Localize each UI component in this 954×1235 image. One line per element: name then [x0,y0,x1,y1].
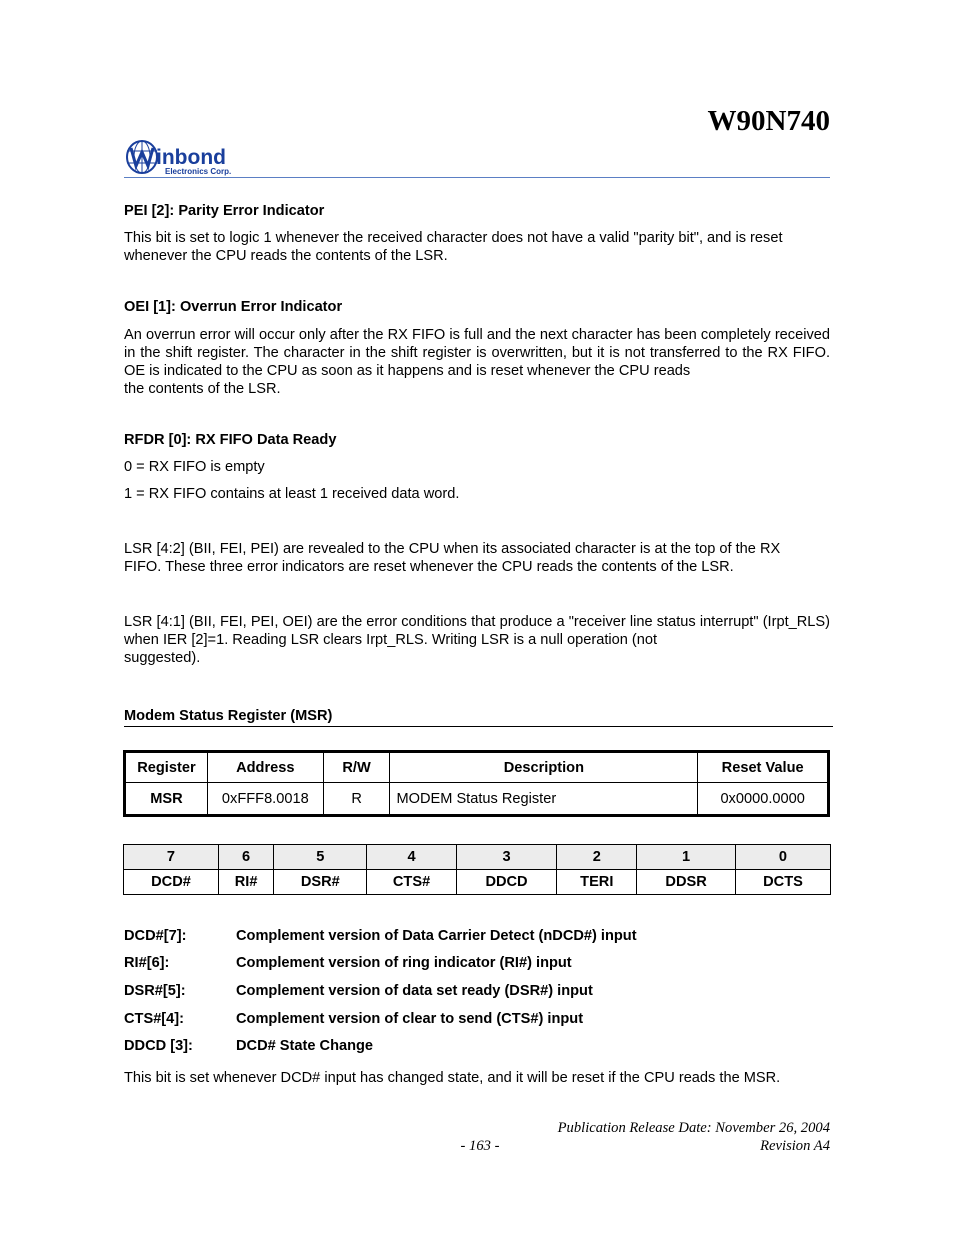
lsr-4-2-line-2: FIFO. These three error indicators are reset whenever the CPU reads the contents of the LSR. [124,559,734,575]
cell-register: MSR [125,783,208,816]
document-title: W90N740 [707,105,830,137]
bit-2: 2 [557,845,637,870]
bit-name-0: DCTS [735,870,830,895]
bit-name-4: CTS# [367,870,456,895]
winbond-logo [125,138,255,178]
bit-0: 0 [735,845,830,870]
rfdr-value-0: 0 = RX FIFO is empty [124,459,265,475]
lsr-4-1-note [124,613,830,667]
oei-line-3: the RX FIFO. OE is indicated to the CPU as soon as it happens and is reset whenever the CPU reads [124,345,830,379]
field-dsr-desc: Complement version of data set ready (DSR#) input [236,983,593,999]
ddcd-description: This bit is set whenever DCD# input has changed state, and it will be reset if the CPU reads the MSR. [124,1070,781,1086]
bit-name-3: DDCD [456,870,557,895]
lsr-4-2-note [124,540,830,576]
lsr-4-1-line-3: suggested). [124,650,201,666]
field-ddcd-name: DDCD [3]: [124,1038,193,1054]
field-dsr-name: DSR#[5]: [124,983,186,999]
col-register: Register [125,752,208,783]
oei-description [124,326,830,398]
field-ri-desc: Complement version of ring indicator (RI#) input [236,955,572,971]
bit-number-row [124,845,831,870]
rfdr-value-1: 1 = RX FIFO contains at least 1 received data word. [124,486,460,502]
header-rule [124,177,830,178]
register-table [123,750,830,817]
oei-line-4: the contents of the LSR. [124,381,281,397]
pei-description [124,229,830,265]
field-ddcd-desc: DCD# State Change [236,1038,374,1054]
cell-description: MODEM Status Register [390,783,698,816]
bit-name-row [124,870,831,895]
register-table-header [125,752,829,783]
bit-name-2: TERI [557,870,637,895]
bit-5: 5 [274,845,367,870]
oei-line-2: received in the shift register. The character in the shift register is overwritten, but it is not transferred to [124,327,830,361]
col-rw: R/W [323,752,390,783]
bit-name-6: RI# [218,870,273,895]
lsr-4-2-line-1: LSR [4:2] (BII, FEI, PEI) are revealed to the CPU when its associated character is at the top of the RX [124,541,781,557]
field-ri-name: RI#[6]: [124,955,170,971]
cell-rw: R [323,783,390,816]
logo-wordmark: inbond [156,146,226,169]
oei-heading: OEI [1]: Overrun Error Indicator [124,299,343,315]
field-cts-desc: Complement version of clear to send (CTS#) input [236,1011,584,1027]
col-description: Description [390,752,698,783]
pei-line-2: whenever the CPU reads the contents of the LSR. [124,248,448,264]
logo-subtitle: Electronics Corp. [165,167,232,176]
pei-heading: PEI [2]: Parity Error Indicator [124,203,325,219]
bit-name-1: DDSR [637,870,736,895]
bit-4: 4 [367,845,456,870]
col-reset-value: Reset Value [698,752,829,783]
pei-line-1: This bit is set to logic 1 whenever the received character does not have a valid "parity bit", and is reset [124,230,783,246]
field-cts-name: CTS#[4]: [124,1011,184,1027]
msr-rule [124,726,833,727]
bit-1: 1 [637,845,736,870]
page-number: - 163 - [460,1138,500,1154]
table-row [125,783,829,816]
lsr-4-1-line-1: LSR [4:1] (BII, FEI, PEI, OEI) are the error conditions that produce a "receiver line status interrupt" [124,614,759,630]
bit-field-table [123,844,831,895]
revision: Revision A4 [760,1138,830,1154]
cell-address: 0xFFF8.0018 [207,783,323,816]
bit-3: 3 [456,845,557,870]
globe-w-icon [125,138,255,178]
msr-heading: Modem Status Register (MSR) [124,708,333,724]
lsr-4-1-line-2: (Irpt_RLS) when IER [2]=1. Reading LSR clears Irpt_RLS. Writing LSR is a null operation (not [124,614,830,648]
bit-7: 7 [124,845,219,870]
rfdr-heading: RFDR [0]: RX FIFO Data Ready [124,432,337,448]
oei-line-1: An overrun error will occur only after the RX FIFO is full and the next character has been completely [124,327,771,343]
publication-date: Publication Release Date: November 26, 2004 [557,1120,830,1136]
col-address: Address [207,752,323,783]
field-dcd-name: DCD#[7]: [124,928,187,944]
cell-reset-value: 0x0000.0000 [698,783,829,816]
bit-6: 6 [218,845,273,870]
bit-name-5: DSR# [274,870,367,895]
field-dcd-desc: Complement version of Data Carrier Detect (nDCD#) input [236,928,637,944]
bit-name-7: DCD# [124,870,219,895]
